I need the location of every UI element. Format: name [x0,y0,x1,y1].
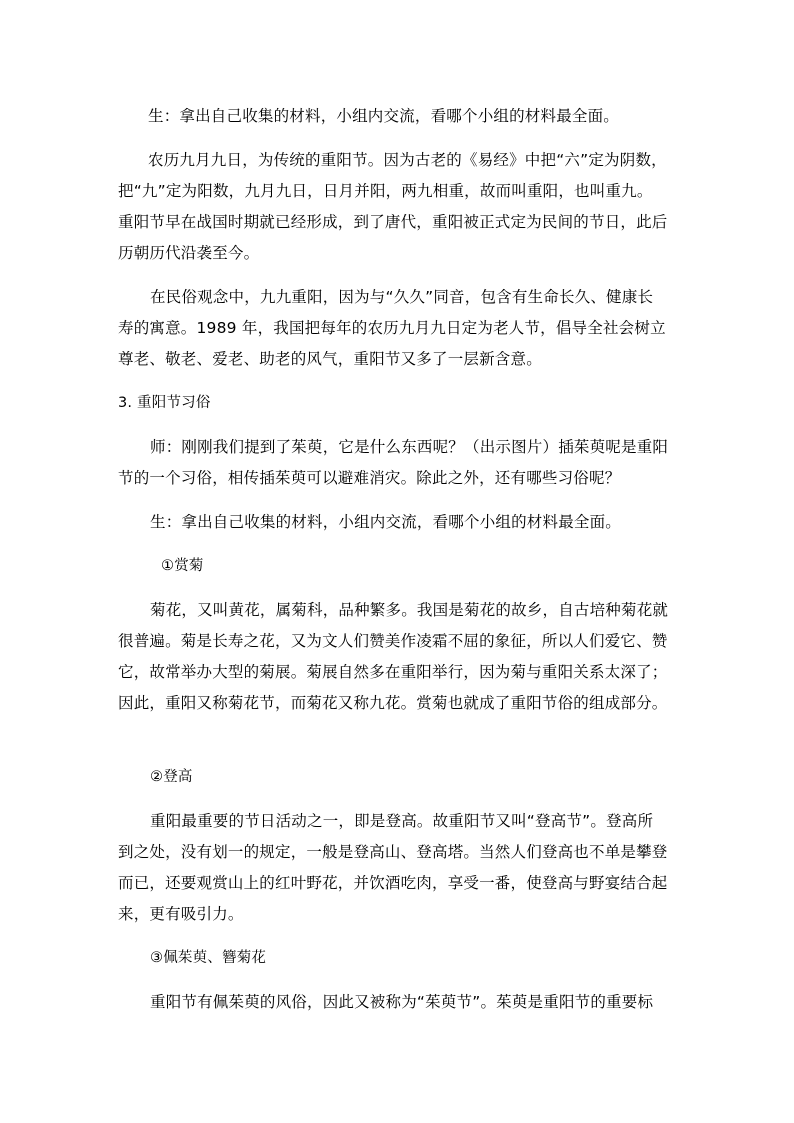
paragraph-line: 到之处，没有划一的规定，一般是登高山、登高塔。当然人们登高也不单是攀登 [118,843,668,861]
paragraph-student-line: 生：拿出自己收集的材料，小组内交流，看哪个小组的材料最全面。 [150,513,622,531]
paragraph-line: 它，故常举办大型的菊展。菊展自然多在重阳举行，因为菊与重阳关系太深了； [118,663,668,681]
paragraph-line: 很普遍。菊是长寿之花，又为文人们赞美作凌霜不屈的象征，所以人们爱它、赞 [118,632,668,650]
paragraph-line: 在民俗观念中，九九重阳，因为与“久久”同音，包含有生命长久、健康长 [150,288,654,306]
subheading: ③佩茱萸、簪菊花 [150,950,267,966]
paragraph-line: 来，更有吸引力。 [118,905,244,923]
paragraph-line: 历朝历代沿袭至今。 [118,244,260,262]
paragraph-line: 尊老、敬老、爱老、助老的风气，重阳节又多了一层新含意。 [118,350,542,368]
paragraph-line: 把“九”定为阳数，九月九日，日月并阳，两九相重，故而叫重阳，也叫重九。 [118,182,653,200]
paragraph-line: 重阳最重要的节日活动之一，即是登高。故重阳节又叫“登高节”。登高所 [150,812,654,830]
subheading: ②登高 [150,769,193,785]
paragraph-student-line: 生：拿出自己收集的材料，小组内交流，看哪个小组的材料最全面。 [148,107,620,125]
paragraph-line: 节的一个习俗，相传插茱萸可以避难消灾。除此之外，还有哪些习俗呢？ [118,469,621,487]
paragraph-line: 寿的寓意。1989 年，我国把每年的农历九月九日定为老人节，倡导全社会树立 [118,319,666,337]
section-heading: 3. 重阳节习俗 [118,395,211,411]
paragraph-line: 重阳节有佩茱萸的风俗，因此又被称为“茱萸节”。茱萸是重阳节的重要标 [150,993,654,1011]
paragraph-line: 师：刚刚我们提到了茱萸，它是什么东西呢？（出示图片）插茱萸呢是重阳 [150,438,669,456]
subheading: ①赏菊 [161,558,204,574]
paragraph-line: 而已，还要观赏山上的红叶野花，并饮酒吃肉，享受一番，使登高与野宴结合起 [118,874,668,892]
paragraph-line: 菊花，又叫黄花，属菊科，品种繁多。我国是菊花的故乡，自古培种菊花就 [150,601,669,619]
paragraph-line: 重阳节早在战国时期就已经形成，到了唐代，重阳被正式定为民间的节日，此后 [118,213,668,231]
paragraph-line: 农历九月九日，为传统的重阳节。因为古老的《易经》中把“六”定为阴数， [148,151,667,169]
paragraph-line: 因此，重阳又称菊花节，而菊花又称九花。赏菊也就成了重阳节俗的组成部分。 [118,694,668,712]
